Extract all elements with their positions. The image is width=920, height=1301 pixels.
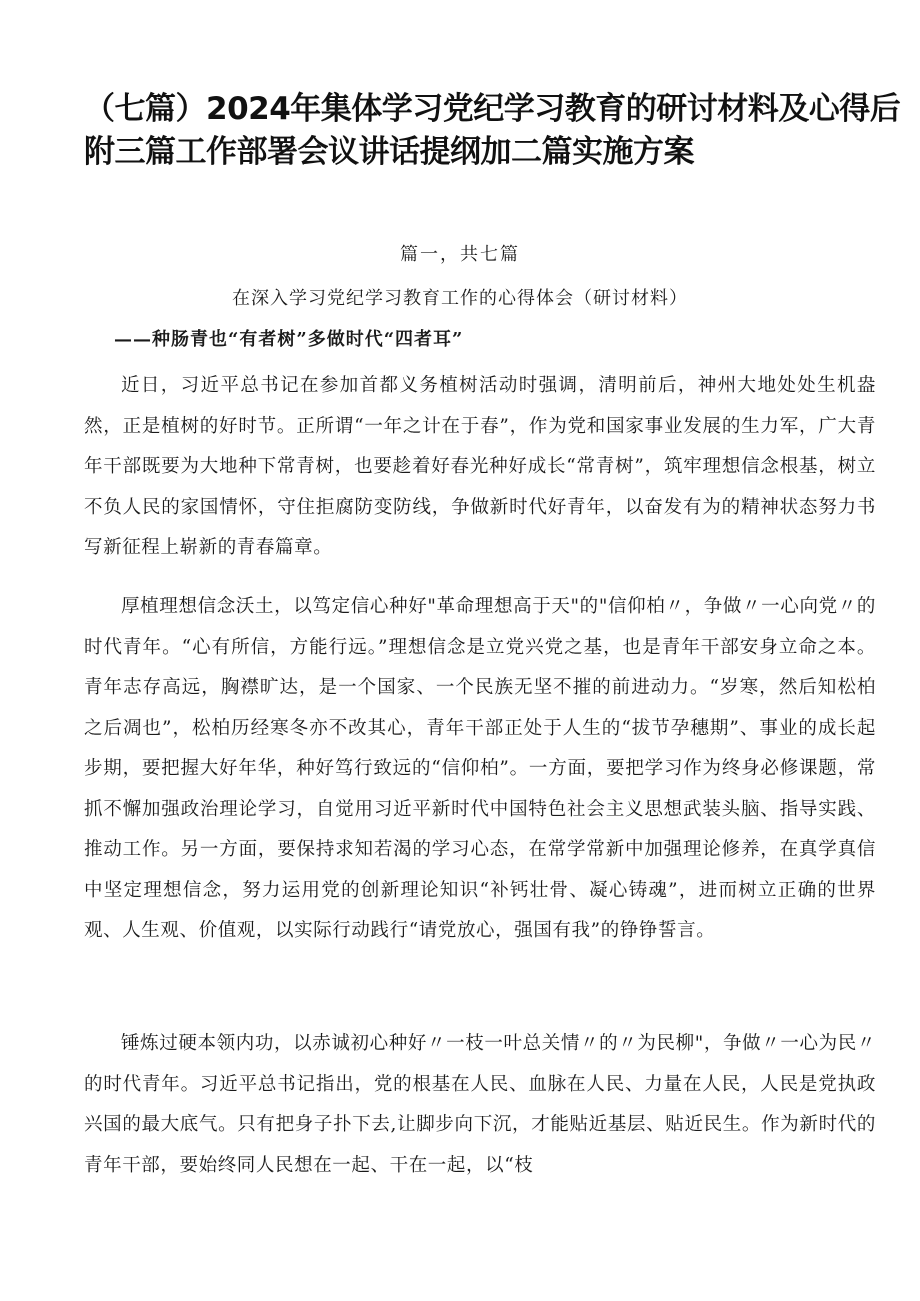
article-title: 在深入学习党纪学习教育工作的心得体会（研讨材料） xyxy=(232,288,688,309)
article-subtitle: ——种肠青也“有者树”多做时代“四者耳” xyxy=(114,329,464,350)
body-paragraph-2: 厚植理想信念沃土，以笃定信心种好"革命理想高于天"的"信仰柏〃，争做〃一心向党〃的时代青年。“心有所信，方能行远。”理想信念是立党兴党之基，也是青年干部安身立命之本。青年志存高远，胸襟旷达，是一个国家、一个民族无坚不摧的前进动力。“岁寒，然后知松柏之后凋也”，松柏历经寒冬亦不改其心，青年干部正处于人生的“拔节孕穗期”、事业的成长起步期，要把握大好年华，种好笃行致远的“信仰柏”。一方面，要把学习作为终身必修课题，常抓不懈加强政治理论学习，自觉用习近平新时代中国特色社会主义思想武装头脑、指导实践、推动工作。另一方面，要保持求知若渴的学习心态，在常学常新中加强理论修养，在真学真信中坚定理想信念，努力运用党的创新理论知识“补钙壮骨、凝心铸魂”，进而树立正确的世界观、人生观、价值观，以实际行动践行“请党放心，强国有我”的铮铮誓言。 xyxy=(84,596,876,941)
section-heading: 篇一，共七篇 xyxy=(400,244,520,265)
document-title xyxy=(84,88,901,174)
body-paragraph-3: 锤炼过硬本领内功，以赤诚初心种好〃一枝一叶总关情〃的〃为民柳"，争做〃一心为民〃的时代青年。习近平总书记指出，党的根基在人民、血脉在人民、力量在人民，人民是党执政兴国的最大底气。只有把身子扑下去,让脚步向下沉，才能贴近基层、贴近民生。作为新时代的青年干部，要始终同人民想在一起、干在一起，以“枝 xyxy=(84,1033,876,1176)
document-title-line-2: 附三篇工作部署会议讲话提纲加二篇实施方案 xyxy=(84,134,694,170)
document-title-line-1: （七篇）2024年集体学习党纪学习教育的研讨材料及心得后 xyxy=(84,91,901,127)
body-paragraph-1: 近日，习近平总书记在参加首都义务植树活动时强调，清明前后，神州大地处处生机盎然，正是植树的好时节。正所谓“一年之计在于春”，作为党和国家事业发展的生力军，广大青年干部既要为大地种下常青树，也要趁着好春光种好成长“常青树”，筑牢理想信念根基，树立不负人民的家国情怀，守住拒腐防变防线，争做新时代好青年，以奋发有为的精神状态努力书写新征程上崭新的青春篇章。 xyxy=(84,375,876,558)
